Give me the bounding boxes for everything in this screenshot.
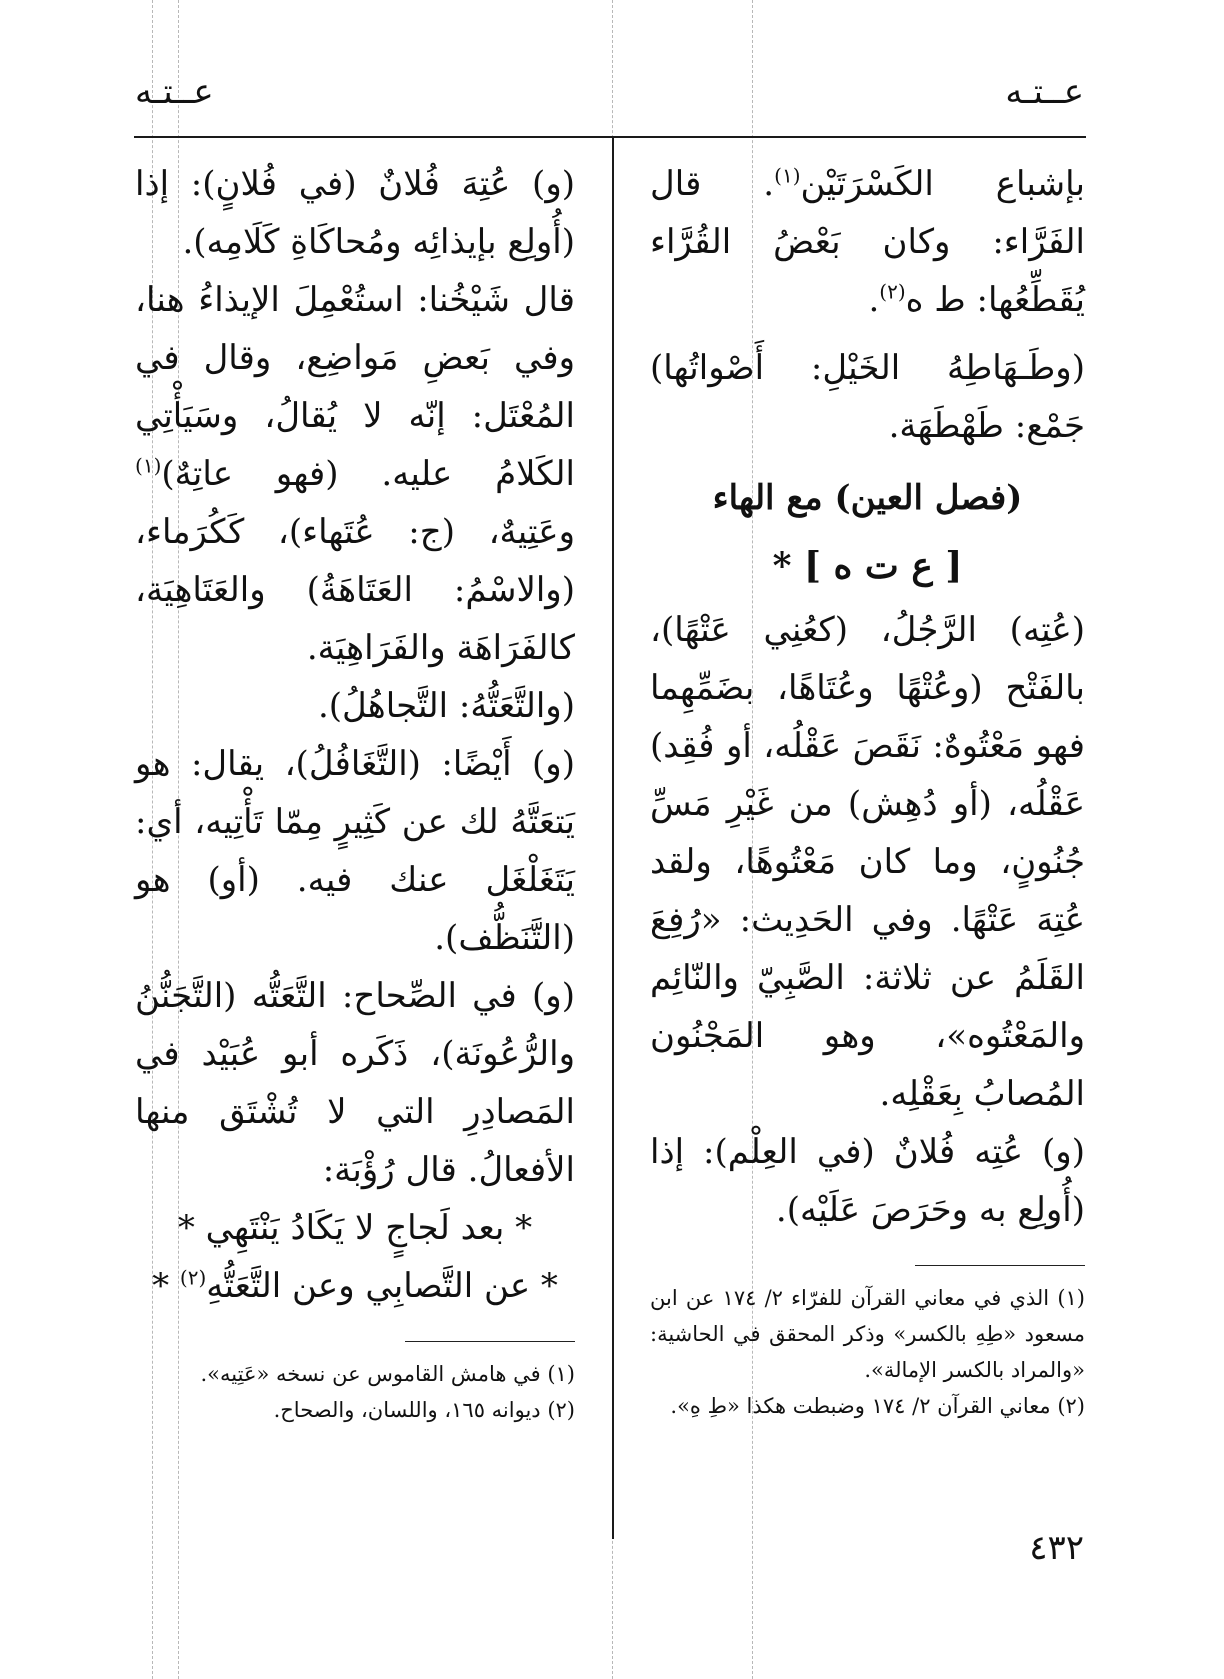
footnote: (٢) ديوانه ١٦٥، واللسان، والصحاح. <box>273 1398 575 1422</box>
footnote-ref: (١) <box>135 453 162 478</box>
paragraph: (والتَّعَتُّهُ: التَّجاهُلُ). <box>317 686 575 726</box>
footnote: (١) الذي في معاني القرآن للفرّاء ٢/ ١٧٤ عن ابن مسعود «طِهِ بالكسر» وذكر المحقق في الحاشية: «والمراد بالكسر الإمالة». <box>650 1286 1085 1382</box>
column-divider <box>612 137 614 1539</box>
paragraph: (و) أَيْضًا: (التَّغَافُلُ)، يقال: هو يَتعَتَّهُ لك عن كَثِيرٍ مِمّا تَأْتِيه، أي: يَتَغَلْغَل عنك فيه. (أو) هو (التَّنَظُّف). <box>135 744 575 958</box>
poem-verse: * بعد لَجاجٍ لا يَكَادُ يَنْتَهِي * <box>177 1208 533 1248</box>
text-run: قال شَيْخُنا: استُعْمِلَ الإيذاءُ هنا، وفي بَعضِ مَواضِع، وقال في المُعْتَل: إنّه لا يُقالُ، وسَيَأْتِي الكَلامُ عليه. (فهو عاتِهٌ) <box>135 280 575 494</box>
footnote: (٢) معاني القرآن ٢/ ١٧٤ وضبطت هكذا «طِ هِ». <box>670 1394 1085 1418</box>
root-heading: [ ع ت ه ] * <box>772 545 963 587</box>
paragraph: (و) عُتِهَ فُلانٌ (في فُلانٍ): إذا (أُولِع بإيذائِه ومُحاكَاةِ كَلَامِه). <box>135 164 575 262</box>
paragraph: (و) عُتِه فُلانٌ (في العِلْم): إذا (أُولِع به وحَرَصَ عَلَيْه). <box>650 1132 1085 1230</box>
footnote: (١) في هامش القاموس عن نسخه «عَتِيه». <box>200 1362 575 1386</box>
footnote-rule <box>405 1341 575 1342</box>
running-head-right: عــتـه <box>1005 72 1084 112</box>
running-head-left: عــتـه <box>135 72 214 112</box>
footnote-rule <box>915 1265 1085 1266</box>
text-run: * عن التَّصابِي وعن التَّعَتُّهِ <box>206 1266 558 1306</box>
header-rule <box>134 136 1086 138</box>
left-column <box>135 155 575 1428</box>
section-title: (فصل العين) مع الهاء <box>712 478 1023 518</box>
paragraph: (وطَـهَاطِهُ الخَيْلِ: أَصْواتُها) جَمْع: طَهْطَهَة. <box>650 348 1085 446</box>
text-run: * <box>152 1266 180 1306</box>
poem-verse <box>135 1257 575 1315</box>
footnote-ref: (٢) <box>879 279 906 304</box>
footnote-ref: (٢) <box>179 1265 207 1290</box>
page-number: ٤٣٢ <box>1029 1528 1084 1568</box>
paragraph: (و) في الصِّحاح: التَّعَتُّه (التَّجَنُّنُ والرُّعُونَة)، ذَكَره أبو عُبَيْد في المَصادِرِ التي لا تُشْتَق منها الأفعالُ. قال رُؤْبَة: <box>135 976 575 1190</box>
footnote-ref: (١) <box>774 163 801 188</box>
text-run: وعَتِيهٌ، (ج: عُتَهاء)، كَكُرَماء، (والاسْمُ: العَتَاهَةُ) والعَتَاهِيَة، كالفَرَاهَة والفَرَاهِيَة. <box>135 512 575 668</box>
paragraph <box>135 271 575 677</box>
right-column <box>650 155 1085 1424</box>
text-run: بإشباع الكَسْرَتَيْن <box>800 164 1085 204</box>
paragraph <box>650 155 1085 329</box>
paragraph: (عُتِه) الرَّجُلُ، (كعُنِي عَتْهًا)، بالفَتْح (وعُتْهًا وعُتَاهًا، بضَمِّهِما فهو مَعْتُوهٌ: نَقَصَ عَقْلُه، أو فُقِد) عَقْلُه، (أو دُهِش) من غَيْرِ مَسِّ جُنُونٍ، وما كان مَعْتُوهًا، ولقد عُتِهَ عَتْهًا. وفي الحَدِيث: «رُفِعَ القَلَمُ عن ثلاثة: الصَّبِيّ والنّائِم والمَعْتُوه»، وهو المَجْنُون المُصابُ بِعَقْلِه. <box>650 610 1085 1114</box>
text-run: . قال الفَرَّاء: وكان بَعْضُ القُرَّاء يُقَطِّعُها: ط ه <box>650 164 1085 320</box>
text-run: . <box>868 280 880 320</box>
